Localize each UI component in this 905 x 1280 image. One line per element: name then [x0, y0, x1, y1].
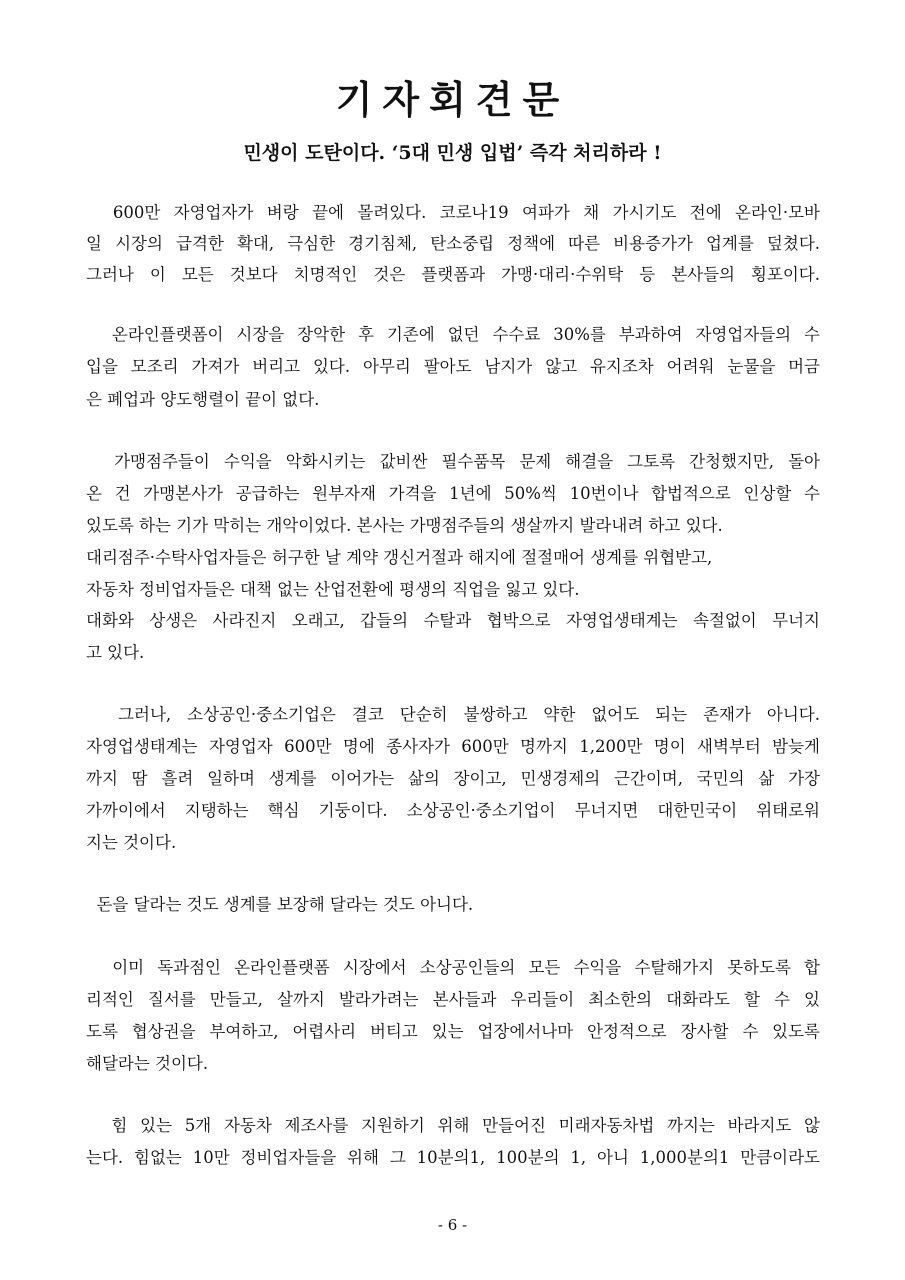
- document-subtitle: 민생이 도탄이다. ‘5대 민생 입법’ 즉각 처리하라 !: [243, 142, 662, 164]
- body-line: 자영업생태계는 자영업자 600만 명에 종사자가 600만 명까지 1,200만 명이 새벽부터 밤늦게: [86, 737, 820, 756]
- body-line: 도록 협상권을 부여하고, 어렵사리 버티고 있는 업장에서나마 안정적으로 장사할 수 있도록: [86, 1022, 820, 1041]
- body-line: 힘 있는 5개 자동차 제조사를 지원하기 위해 만들어진 미래자동차법 까지는 바라지도 않: [86, 1116, 820, 1135]
- body-line: 대화와 상생은 사라진지 오래고, 갑들의 수탈과 협박으로 자영업생태계는 속절없이 무너지: [86, 611, 820, 630]
- body-line: 돈을 달라는 것도 생계를 보장해 달라는 것도 아니다.: [86, 895, 474, 914]
- body-line: 자동차 정비업자들은 대책 없는 산업전환에 평생의 직업을 잃고 있다.: [86, 580, 580, 599]
- body-line: 고 있다.: [86, 643, 145, 662]
- body-line: 가까이에서 지탱하는 핵심 기둥이다. 소상공인·중소기업이 무너지면 대한민국이 위태로워: [86, 801, 820, 820]
- body-line: 일 시장의 급격한 확대, 극심한 경기침체, 탄소중립 정책에 따른 비용증가가 업계를 덮쳤다.: [86, 234, 820, 253]
- body-line: 은 폐업과 양도행렬이 끝이 없다.: [86, 390, 320, 409]
- body-line: 있도록 하는 기가 막히는 개악이었다. 본사는 가맹점주들의 생살까지 발라내려 하고 있다.: [86, 516, 723, 535]
- body-line: 온라인플랫폼이 시장을 장악한 후 기존에 없던 수수료 30%를 부과하여 자영업자들의 수: [86, 325, 820, 344]
- body-line: 대리점주·수탁사업자들은 허구한 날 계약 갱신거절과 해지에 절절매어 생계를 위협받고,: [86, 548, 713, 567]
- body-line: 리적인 질서를 만들고, 살까지 발라가려는 본사들과 우리들이 최소한의 대화라도 할 수 있: [86, 990, 820, 1009]
- body-line: 는다. 힘없는 10만 정비업자들을 위해 그 10분의1, 100분의 1, 아니 1,000분의1 만큼이라도: [86, 1148, 820, 1167]
- body-line: 가맹점주들이 수익을 악화시키는 값비싼 필수품목 문제 해결을 그토록 간청했지만, 돌아: [86, 452, 820, 471]
- document-title: 기자회견문: [335, 78, 570, 122]
- body-line: 입을 모조리 가져가 버리고 있다. 아무리 팔아도 남지가 않고 유지조차 어려워 눈물을 머금: [86, 357, 820, 376]
- body-line: 그러나, 소상공인·중소기업은 결코 단순히 불쌍하고 약한 없어도 되는 존재가 아니다.: [86, 705, 820, 724]
- body-line: 해달라는 것이다.: [86, 1054, 209, 1073]
- body-line: 까지 땀 흘려 일하며 생계를 이어가는 삶의 장이고, 민생경제의 근간이며, 국민의 삶 가장: [86, 769, 820, 788]
- body-line: 온 건 가맹본사가 공급하는 원부자재 가격을 1년에 50%씩 10번이나 합법적으로 인상할 수: [86, 484, 820, 503]
- body-line: 그러나 이 모든 것보다 치명적인 것은 플랫폼과 가맹·대리·수위탁 등 본사들의 횡포이다.: [86, 265, 820, 284]
- body-line: 이미 독과점인 온라인플랫폼 시장에서 소상공인들의 모든 수익을 수탈해가지 못하도록 합: [86, 958, 820, 977]
- body-line: 지는 것이다.: [86, 833, 177, 852]
- body-line: 600만 자영업자가 벼랑 끝에 몰려있다. 코로나19 여파가 채 가시기도 전에 온라인·모바: [86, 203, 820, 222]
- page-number: - 6 -: [437, 1216, 468, 1234]
